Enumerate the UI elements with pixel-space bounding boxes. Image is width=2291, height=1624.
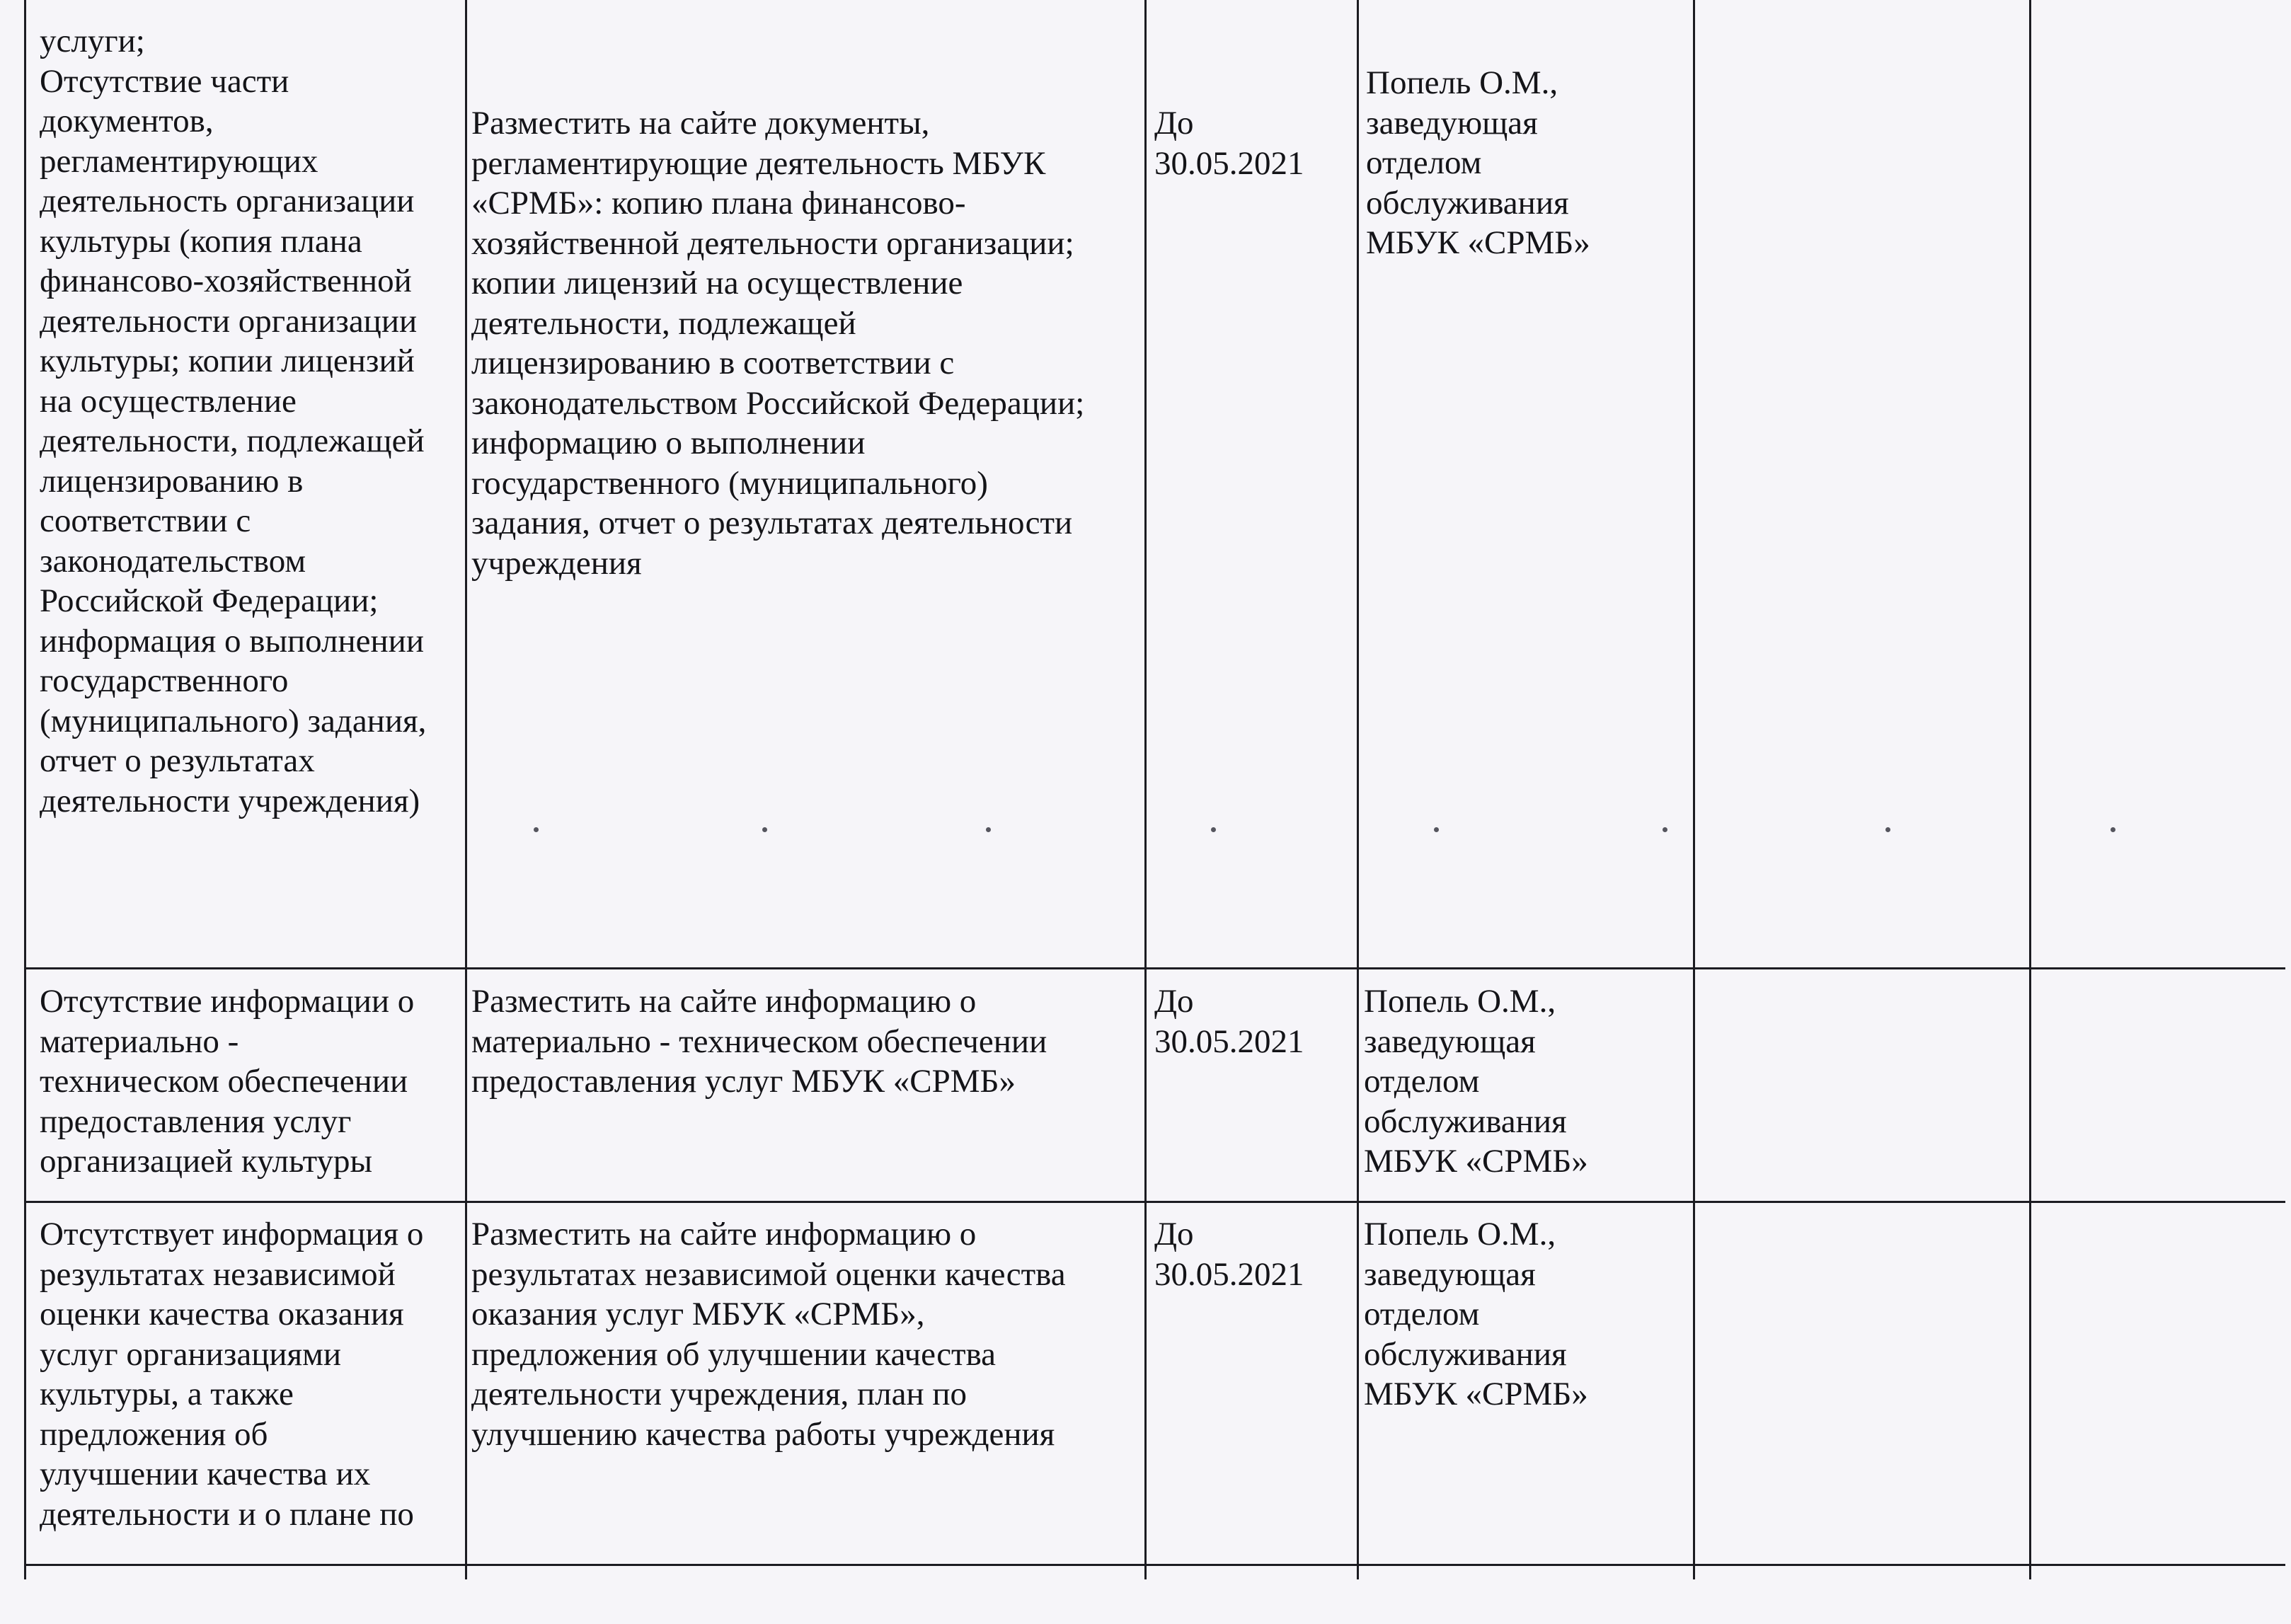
scan-dot [1885, 827, 1890, 832]
row2-deadline-cell: До 30.05.2021 [1154, 983, 1304, 1060]
row3-deadline-cell: До 30.05.2021 [1154, 1216, 1304, 1293]
scan-dot [762, 827, 767, 832]
row2-measure-cell: Разместить на сайте информацию о материально - техническом обеспечении предоставления услуг МБУК «СРМБ» [471, 983, 1047, 1100]
scan-dot [986, 827, 991, 832]
row2-problem-cell: Отсутствие информации о материально - техническом обеспечении предоставления услуг организацией культуры [40, 983, 415, 1180]
row-divider-1 [24, 967, 2285, 969]
row1-measure-cell: Разместить на сайте документы, регламентирующие деятельность МБУК «СРМБ»: копию плана финансово- хозяйственной деятельности организации; копии лицензий на осуществление деятельности, подлежащей лицензированию в соответствии с законодательством Российской Федерации; информацию о выполнении государственного (муниципального) задания, отчет о результатах деятельности учреждения [471, 105, 1085, 582]
scan-dot [2111, 827, 2115, 832]
row-divider-2 [24, 1201, 2285, 1203]
table-divider-col4 [1693, 0, 1695, 1579]
table-border-left [24, 0, 26, 1579]
row3-responsible-cell: Попель О.М., заведующая отделом обслуживания МБУК «СРМБ» [1364, 1216, 1588, 1412]
row1-deadline-cell: До 30.05.2021 [1154, 105, 1304, 182]
scan-dot [1663, 827, 1667, 832]
scan-dot [1434, 827, 1439, 832]
table-divider-col3 [1357, 0, 1359, 1579]
row3-measure-cell: Разместить на сайте информацию о результатах независимой оценки качества оказания услуг МБУК «СРМБ», предложения об улучшении качества деятельности учреждения, план по улучшению качества работы учреждения [471, 1216, 1066, 1453]
row2-responsible-cell: Попель О.М., заведующая отделом обслуживания МБУК «СРМБ» [1364, 983, 1588, 1180]
table-divider-col5 [2029, 0, 2031, 1579]
table-divider-col1 [465, 0, 467, 1579]
row1-responsible-cell: Попель О.М., заведующая отделом обслуживания МБУК «СРМБ» [1366, 64, 1590, 261]
scan-dot [1211, 827, 1216, 832]
table-border-bottom [24, 1564, 2285, 1566]
row1-problem-cell: услуги; Отсутствие части документов, регламентирующих деятельность организации культуры (копия плана финансово-хозяйственной деятельности организации культуры; копии лицензий на осуществление деятельности, подлежащей лицензированию в соответствии с законодательством Российской Федерации; информация о выполнении государственного (муниципального) задания, отчет о результатах деятельности учреждения) [40, 23, 427, 819]
table-divider-col2 [1144, 0, 1147, 1579]
scan-dot [534, 827, 539, 832]
row3-problem-cell: Отсутствует информация о результатах независимой оценки качества оказания услуг организациями культуры, а также предложения об улучшении качества их деятельности и о плане по [40, 1216, 424, 1533]
